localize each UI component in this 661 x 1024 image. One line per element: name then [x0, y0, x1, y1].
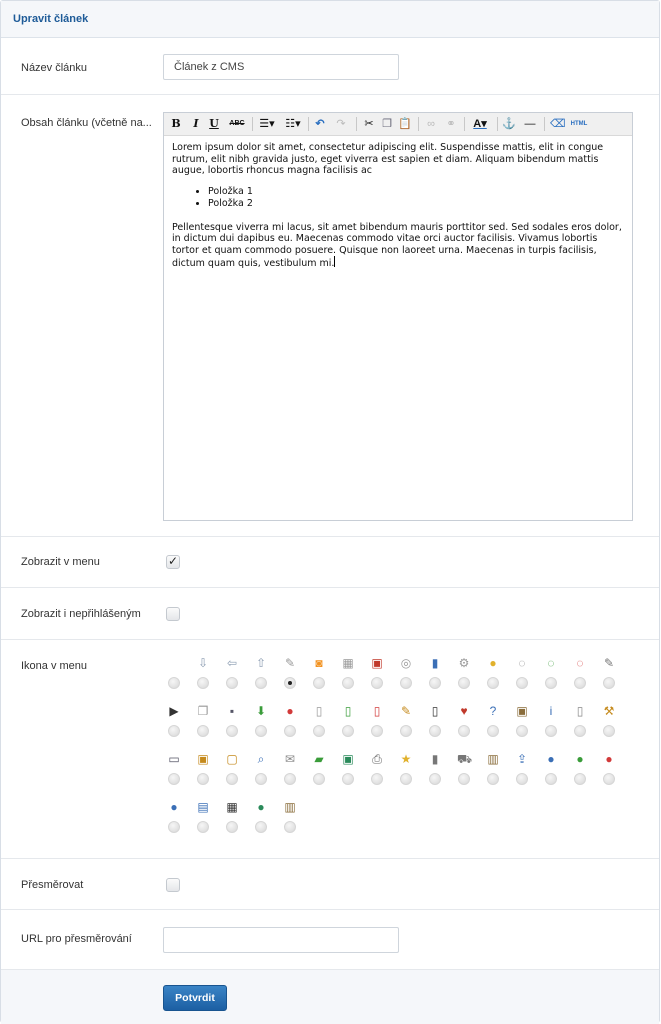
page-icon: ▯	[315, 704, 323, 718]
menu-icon-radio[interactable]	[487, 725, 499, 737]
menu-icon-radio[interactable]	[603, 773, 615, 785]
menu-icon-radio[interactable]	[197, 773, 209, 785]
menu-icon-radio[interactable]	[226, 773, 238, 785]
bullet-list	[172, 186, 624, 210]
menu-icon-radio[interactable]	[313, 677, 325, 689]
menu-icon-radio[interactable]	[255, 677, 267, 689]
menu-icon-radio[interactable]	[516, 773, 528, 785]
show-unlogged-label: Zobrazit i nepřihlášeným	[21, 608, 141, 620]
user-add-icon: ●	[576, 752, 584, 766]
redirect-label: Přesměrovat	[21, 879, 84, 891]
monitor-icon: ▭	[168, 752, 180, 766]
vcard-icon: ▤	[197, 800, 209, 814]
world-icon: ●	[257, 800, 265, 814]
user-delete-icon: ●	[605, 752, 613, 766]
show-in-menu-checkbox[interactable]	[166, 555, 180, 569]
divider	[1, 858, 659, 859]
redirect-checkbox[interactable]	[166, 878, 180, 892]
user-edit-icon: ●	[170, 800, 178, 814]
mail-open-icon: ✉	[284, 752, 296, 766]
menu-icon-radio[interactable]	[429, 725, 441, 737]
film-icon: ▦	[226, 800, 238, 814]
help-icon: ?	[489, 704, 497, 718]
menu-icon-radio[interactable]	[226, 725, 238, 737]
redirect-url-input[interactable]	[163, 927, 399, 953]
text-color-icon[interactable]: A▾	[473, 118, 487, 130]
comment-delete-icon: ◌	[576, 656, 584, 670]
submit-button[interactable]: Potvrdit	[163, 985, 227, 1011]
divider	[1, 587, 659, 588]
html-source-button[interactable]: HTML	[570, 121, 588, 127]
comment-add-icon: ◌	[547, 656, 555, 670]
bullet-list-icon[interactable]: ☷▾	[285, 118, 301, 130]
menu-icon-radio[interactable]	[574, 677, 586, 689]
divider	[1, 94, 659, 95]
rss-icon: ◙	[315, 656, 323, 670]
menu-icon-radio[interactable]	[168, 773, 180, 785]
menu-icon-radio[interactable]	[574, 773, 586, 785]
menu-icon-radio[interactable]	[603, 725, 615, 737]
paragraph: Lorem ipsum dolor sit amet, consectetur adipiscing elit. Suspendisse mattis, elit in congue rutrum, elit nibh gravida justo, eget viverra est sapien et diam. Aliquam bibendum mattis augue, lobortis rhoncus magna facilisis ac	[172, 142, 604, 176]
menu-icon-radio[interactable]	[255, 821, 267, 833]
arrow-left-icon: ⇦	[226, 656, 238, 670]
panel-title: Upravit článek	[13, 13, 89, 25]
bar-chart-icon: ▮	[431, 656, 439, 670]
eraser-icon[interactable]: ⌫	[550, 118, 566, 130]
address-book-icon: ▥	[284, 800, 296, 814]
toolbar-separator	[356, 117, 357, 131]
redo-icon[interactable]: ↷	[336, 118, 346, 130]
calculator-icon: ▦	[342, 656, 354, 670]
menu-icon-radio[interactable]	[284, 821, 296, 833]
info-icon: i	[549, 704, 553, 718]
divider	[1, 909, 659, 910]
menu-icon-radio[interactable]	[284, 725, 296, 737]
document-download-icon: ⬇	[255, 704, 267, 718]
checkmark-icon: ✓	[168, 554, 179, 568]
editor-content[interactable]	[172, 142, 624, 270]
menu-icon-radio[interactable]	[371, 773, 383, 785]
text-caret	[334, 256, 335, 267]
menu-icon-radio[interactable]	[458, 725, 470, 737]
arrow-down-icon: ⇩	[197, 656, 209, 670]
bold-button[interactable]: B	[171, 117, 181, 130]
link-icon[interactable]: ∞	[427, 118, 435, 130]
menu-icon-radio[interactable]	[371, 677, 383, 689]
pencil-icon: ✎	[603, 656, 615, 670]
italic-button[interactable]: I	[193, 117, 199, 130]
show-unlogged-checkbox[interactable]	[166, 607, 180, 621]
star-icon: ★	[400, 752, 412, 766]
lock-icon: ▣	[197, 752, 209, 766]
menu-icon-radio[interactable]	[197, 725, 209, 737]
brush-icon: ⚒	[603, 704, 615, 718]
floppy-disk-icon: ▪	[229, 704, 235, 718]
title-input[interactable]: Článek z CMS	[163, 54, 399, 80]
menu-icon-radio[interactable]	[255, 773, 267, 785]
picture-frame-icon: ▣	[342, 752, 354, 766]
page-delete-icon: ▯	[373, 704, 381, 718]
magnifier-icon: ⌕	[257, 752, 265, 766]
menu-icon-radio[interactable]	[516, 677, 528, 689]
page-edit-icon: ✎	[400, 704, 412, 718]
list-item: • Položka 1	[208, 186, 624, 198]
form-footer	[1, 969, 659, 1024]
paperclip-icon: ✎	[284, 656, 296, 670]
play-icon: ▶	[169, 704, 179, 718]
printer-icon: ⎙	[372, 752, 382, 766]
toolbar-separator	[252, 117, 253, 131]
menu-icon-radio[interactable]	[487, 773, 499, 785]
gear-icon: ⚙	[458, 656, 470, 670]
menu-icon-radio[interactable]	[313, 773, 325, 785]
menu-icon-radio[interactable]	[516, 725, 528, 737]
menu-icon-radio[interactable]	[168, 821, 180, 833]
picture-icon: ▣	[516, 704, 528, 718]
undo-icon[interactable]: ↶	[315, 118, 325, 130]
divider	[1, 536, 659, 537]
ordered-list-icon[interactable]: ☰▾	[259, 118, 275, 130]
anchor-icon[interactable]: ⚓	[502, 118, 516, 130]
paste-icon[interactable]: 📋	[398, 118, 412, 130]
menu-icon-radio[interactable]	[313, 725, 325, 737]
comment-icon: ◌	[518, 656, 526, 670]
toolbar-separator	[497, 117, 498, 131]
copy-icon[interactable]: ❐	[382, 118, 392, 130]
show-in-menu-label: Zobrazit v menu	[21, 556, 100, 568]
toolbar-separator	[544, 117, 545, 131]
toolbar-separator	[308, 117, 309, 131]
strikethrough-button[interactable]: ABC	[229, 120, 245, 127]
rich-text-editor[interactable]	[163, 112, 633, 521]
lock-open-icon: ▢	[226, 752, 238, 766]
calendar-icon: ▣	[371, 656, 383, 670]
menu-icon-radio[interactable]	[197, 677, 209, 689]
error-icon: ●	[286, 704, 294, 718]
menu-icon-radio[interactable]	[371, 725, 383, 737]
horizontal-rule-icon[interactable]: —	[524, 118, 536, 130]
menu-icon-radio[interactable]	[168, 677, 180, 689]
menu-icon-radio[interactable]	[342, 773, 354, 785]
unlink-icon[interactable]: ⚭	[446, 118, 456, 130]
panel-header	[1, 1, 659, 38]
menu-icon-radio[interactable]	[342, 725, 354, 737]
menu-icon-radio[interactable]	[429, 773, 441, 785]
coins-icon: ●	[489, 656, 497, 670]
menu-icon-radio[interactable]	[226, 821, 238, 833]
cart-icon: ⛟	[457, 752, 473, 766]
compass-icon: ◎	[400, 656, 412, 670]
menu-icon-label: Ikona v menu	[21, 660, 88, 672]
underline-button[interactable]: U	[209, 117, 219, 130]
menu-icon-radio[interactable]	[487, 677, 499, 689]
toolbar-separator	[418, 117, 419, 131]
paragraph: Pellentesque viverra mi lacus, sit amet bibendum mauris porttitor sed. Sed sodales eros dolor, in dictum dui dapibus eu. Maecenas commodo vitae orci auctor facilisis. Vivamus lobortis tortor et quam commodo posuere. Quisque non laoreet urna. Maecenas in turpis facilisis, dictum quam quis, vestibulum mi.	[172, 221, 622, 269]
title-label: Název článku	[21, 62, 88, 74]
menu-icon-radio[interactable]	[429, 677, 441, 689]
menu-icon-radio[interactable]	[400, 725, 412, 737]
copy-icon: ❐	[197, 704, 209, 718]
page-go-icon: ▯	[431, 704, 439, 718]
money-icon: ▰	[314, 752, 324, 766]
trash-icon: ▮	[431, 752, 439, 766]
user-icon: ●	[547, 752, 555, 766]
menu-icon-radio[interactable]	[545, 773, 557, 785]
arrow-up-icon: ⇧	[255, 656, 267, 670]
heart-icon: ♥	[460, 704, 468, 718]
list-item: • Položka 2	[208, 198, 624, 210]
menu-icon-radio[interactable]	[168, 725, 180, 737]
menu-icon-radio[interactable]	[197, 821, 209, 833]
menu-icon-radio[interactable]	[226, 677, 238, 689]
content-label: Obsah článku (včetně na...	[21, 117, 152, 129]
book-icon: ▥	[487, 752, 499, 766]
page-add-icon: ▯	[344, 704, 352, 718]
menu-icon-radio[interactable]	[255, 725, 267, 737]
menu-icon-radio[interactable]	[342, 677, 354, 689]
toolbar-separator	[464, 117, 465, 131]
menu-icon-radio[interactable]	[400, 773, 412, 785]
mobile-icon: ▯	[576, 704, 584, 718]
menu-icon-radio[interactable]	[458, 773, 470, 785]
menu-icon-radio[interactable]	[574, 725, 586, 737]
cut-icon[interactable]: ✂	[364, 118, 374, 130]
editor-toolbar	[164, 113, 632, 136]
menu-icon-radio[interactable]	[284, 773, 296, 785]
divider	[1, 639, 659, 640]
paragraph-with-caret	[172, 222, 624, 270]
page-up-icon: ⇪	[516, 752, 528, 766]
menu-icon-radio[interactable]	[284, 677, 296, 689]
menu-icon-radio[interactable]	[603, 677, 615, 689]
menu-icon-radio[interactable]	[400, 677, 412, 689]
redirect-url-label: URL pro přesměrování	[21, 933, 132, 945]
menu-icon-radio[interactable]	[545, 725, 557, 737]
menu-icon-radio[interactable]	[545, 677, 557, 689]
menu-icon-radio[interactable]	[458, 677, 470, 689]
